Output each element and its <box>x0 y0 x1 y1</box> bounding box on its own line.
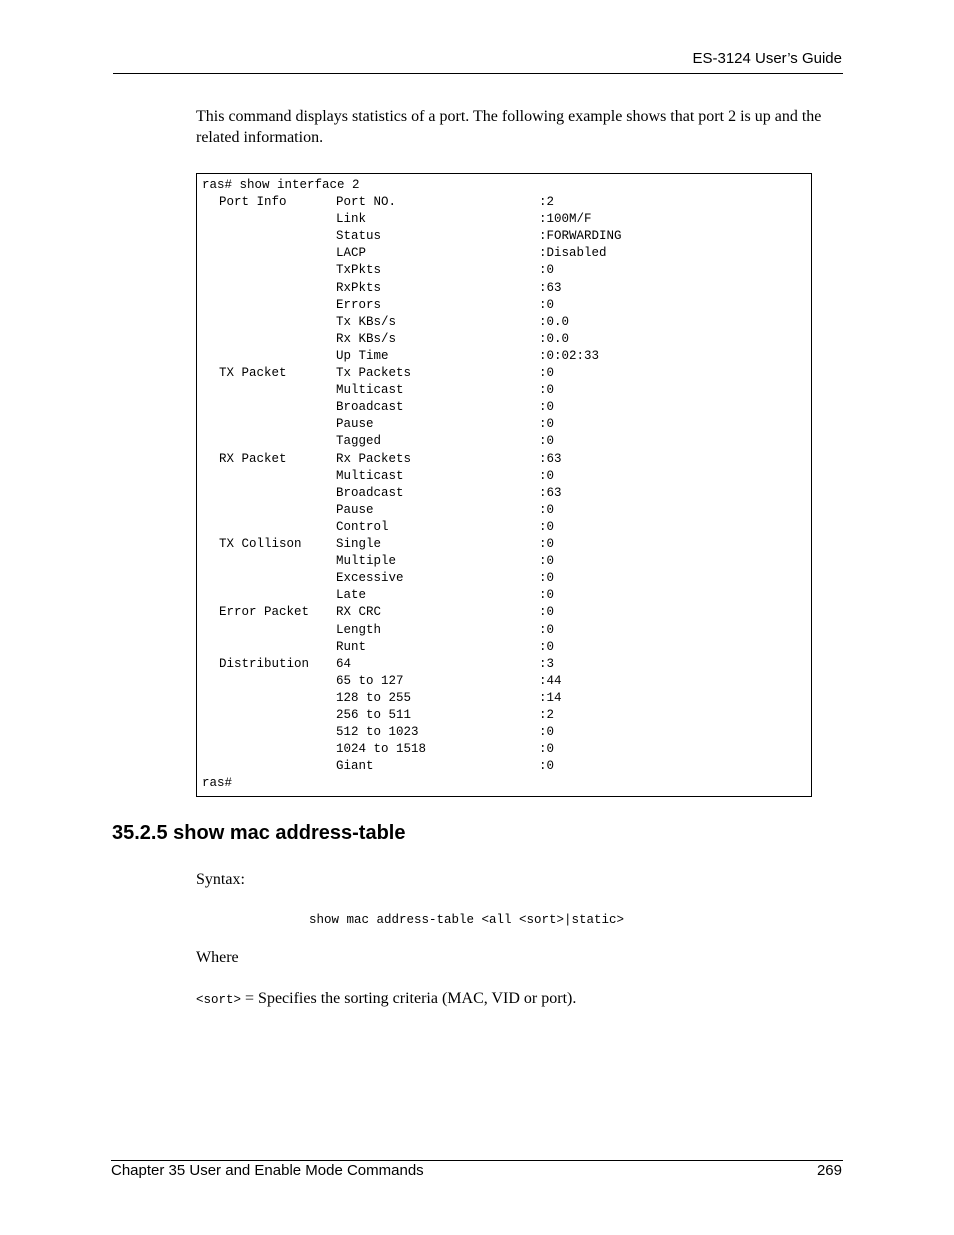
row-group: Distribution <box>219 656 310 671</box>
where-label: Where <box>196 949 239 966</box>
output-row <box>197 758 811 775</box>
row-field: 65 to 127 <box>336 673 404 688</box>
output-row <box>197 724 811 741</box>
output-row <box>197 399 811 416</box>
output-row <box>197 707 811 724</box>
output-row <box>197 245 811 262</box>
row-value: :0 <box>539 725 555 740</box>
output-row <box>197 536 811 553</box>
output-row <box>197 211 811 228</box>
output-row <box>197 331 811 348</box>
output-row <box>197 485 811 502</box>
output-row <box>197 570 811 587</box>
row-value: :0 <box>539 622 555 637</box>
parameter-text: = Specifies the sorting criteria (MAC, VID or port). <box>241 990 577 1007</box>
command-output-box <box>196 173 812 797</box>
row-value: :63 <box>539 451 562 466</box>
row-field: Runt <box>336 639 367 654</box>
row-field: 512 to 1023 <box>336 725 419 740</box>
row-value: :0 <box>539 742 555 757</box>
row-field: Multiple <box>336 554 397 569</box>
row-value: :0 <box>539 588 555 603</box>
syntax-code: show mac address-table <all <sort>|static> <box>309 913 625 927</box>
row-field: Up Time <box>336 348 389 363</box>
output-row <box>197 451 811 468</box>
row-value: :Disabled <box>539 246 607 261</box>
row-field: Excessive <box>336 571 404 586</box>
row-value: :0 <box>539 554 555 569</box>
row-field: Status <box>336 229 382 244</box>
page-number: 269 <box>816 1162 842 1179</box>
output-row <box>197 433 811 450</box>
row-value: :14 <box>539 690 562 705</box>
output-row <box>197 468 811 485</box>
row-value: :0 <box>539 468 555 483</box>
output-row <box>197 741 811 758</box>
output-row <box>197 348 811 365</box>
row-group: TX Packet <box>219 366 287 380</box>
row-field: RX CRC <box>336 605 382 620</box>
output-row <box>197 416 811 433</box>
output-row <box>197 673 811 690</box>
row-field: Multicast <box>336 383 404 398</box>
row-value: :0 <box>539 400 555 415</box>
row-field: Rx Packets <box>336 451 412 466</box>
row-value: :63 <box>539 280 562 295</box>
parameter-code: <sort> <box>196 993 242 1007</box>
row-value: :0 <box>539 502 555 517</box>
row-group: Error Packet <box>219 605 310 620</box>
output-row <box>197 604 811 621</box>
row-value: :0 <box>539 537 555 551</box>
output-row <box>197 382 811 399</box>
row-value: :0 <box>539 519 555 534</box>
row-value: :3 <box>539 656 555 671</box>
row-field: Errors <box>336 297 382 312</box>
row-value: :0.0 <box>539 314 570 329</box>
row-field: Single <box>336 537 382 551</box>
output-row <box>197 194 811 211</box>
row-field: Giant <box>336 759 374 774</box>
row-field: 64 <box>336 656 352 671</box>
output-row <box>197 365 811 382</box>
row-value: :0.0 <box>539 331 570 346</box>
output-row <box>197 690 811 707</box>
row-field: LACP <box>336 246 367 261</box>
output-row <box>197 280 811 297</box>
row-field: Pause <box>336 502 374 517</box>
command-line: ras# show interface 2 <box>202 178 360 192</box>
output-row <box>197 262 811 279</box>
row-value: :FORWARDING <box>539 229 622 244</box>
row-value: :0 <box>539 571 555 586</box>
row-field: 1024 to 1518 <box>336 742 427 757</box>
row-field: Broadcast <box>336 400 404 415</box>
header-divider <box>113 73 843 74</box>
row-value: :0 <box>539 434 555 449</box>
syntax-label: Syntax: <box>196 871 245 888</box>
output-row <box>197 553 811 570</box>
row-field: Link <box>336 212 367 227</box>
prompt-line: ras# <box>202 776 233 791</box>
output-row <box>197 639 811 656</box>
row-field: Control <box>336 519 389 534</box>
row-field: 256 to 511 <box>336 708 412 722</box>
row-value: :0 <box>539 297 555 312</box>
output-row <box>197 228 811 245</box>
row-group: Port Info <box>219 195 287 209</box>
row-value: :100M/F <box>539 212 592 227</box>
output-row <box>197 314 811 331</box>
row-value: :0 <box>539 383 555 398</box>
output-row <box>197 656 811 673</box>
intro-paragraph: This command displays statistics of a port. The following example shows that port 2 is up and the related information. <box>196 108 822 146</box>
footer-chapter: Chapter 35 User and Enable Mode Commands <box>111 1162 424 1179</box>
row-value: :0 <box>539 417 555 432</box>
row-group: TX Collison <box>219 537 302 551</box>
row-value: :0 <box>539 605 555 620</box>
row-value: :44 <box>539 673 562 688</box>
row-value: :2 <box>539 195 555 209</box>
row-value: :0 <box>539 759 555 774</box>
row-field: Port NO. <box>336 195 397 209</box>
footer-divider <box>111 1160 843 1161</box>
row-field: Tagged <box>336 434 382 449</box>
row-value: :0 <box>539 639 555 654</box>
output-row <box>197 587 811 604</box>
parameter-description <box>196 990 576 1008</box>
row-group: RX Packet <box>219 451 287 466</box>
row-field: Pause <box>336 417 374 432</box>
row-field: RxPkts <box>336 280 382 295</box>
row-value: :0:02:33 <box>539 348 600 363</box>
running-header-title: ES-3124 User’s Guide <box>692 50 842 67</box>
output-row <box>197 622 811 639</box>
row-field: 128 to 255 <box>336 690 412 705</box>
output-row <box>197 297 811 314</box>
row-field: TxPkts <box>336 263 382 278</box>
row-field: Length <box>336 622 382 637</box>
row-value: :0 <box>539 263 555 278</box>
section-heading: 35.2.5 show mac address-table <box>112 822 406 844</box>
row-field: Tx Packets <box>336 366 412 380</box>
row-value: :63 <box>539 485 562 500</box>
row-value: :0 <box>539 366 555 380</box>
row-field: Broadcast <box>336 485 404 500</box>
row-field: Rx KBs/s <box>336 331 397 346</box>
output-row <box>197 519 811 536</box>
row-field: Late <box>336 588 367 603</box>
row-value: :2 <box>539 708 555 722</box>
row-field: Multicast <box>336 468 404 483</box>
row-field: Tx KBs/s <box>336 314 397 329</box>
output-row <box>197 502 811 519</box>
